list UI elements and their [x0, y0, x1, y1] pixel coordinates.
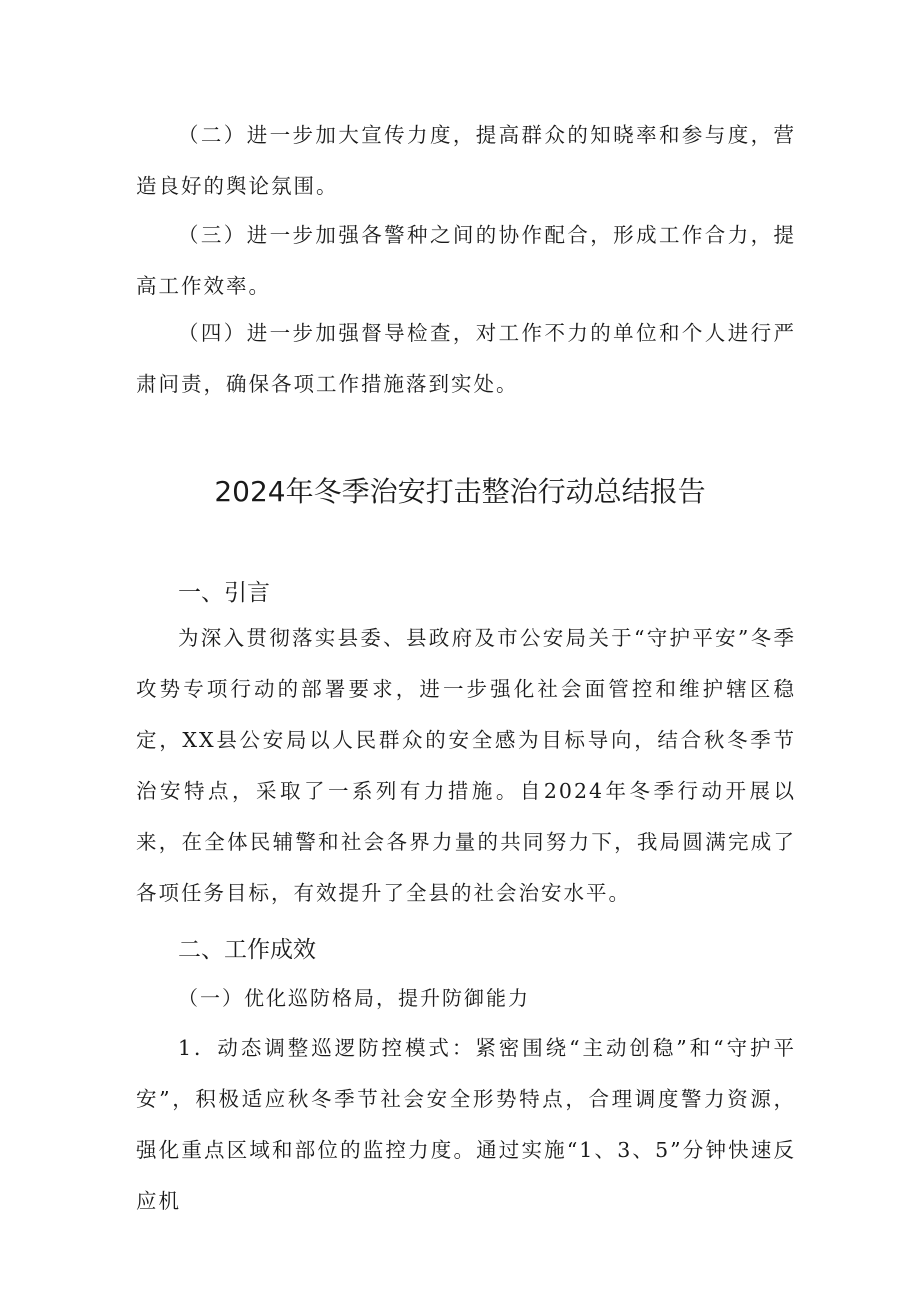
subsection-heading-patrol: （一）优化巡防格局，提升防御能力	[178, 986, 530, 1010]
paragraph-item-4: （四）进一步加强督导检查，对工作不力的单位和个人进行严肃问责，确保各项工作措施落到实处。	[136, 321, 796, 396]
section-heading-introduction: 一、引言	[178, 580, 270, 606]
report-title: 2024年冬季治安打击整治行动总结报告	[214, 475, 706, 508]
introduction-paragraph: 为深入贯彻落实县委、县政府及市公安局关于“守护平安”冬季攻势专项行动的部署要求，进一步强化社会面管控和维护辖区稳定，XX县公安局以人民群众的安全感为目标导向，结合秋冬季节治安特点，采取了一系列有力措施。自2024年冬季行动开展以来，在全体民辅警和社会各界力量的共同努力下，我局圆满完成了各项任务目标，有效提升了全县的社会治安水平。	[136, 626, 796, 905]
paragraph-item-2: （二）进一步加大宣传力度，提高群众的知晓率和参与度，营造良好的舆论氛围。	[136, 123, 796, 198]
section-heading-achievements: 二、工作成效	[178, 937, 316, 963]
paragraph-item-3: （三）进一步加强各警种之间的协作配合，形成工作合力，提高工作效率。	[136, 223, 796, 298]
achievement-item-1: 1．动态调整巡逻防控模式：紧密围绕“主动创稳”和“守护平安”，积极适应秋冬季节社会安全形势特点，合理调度警力资源，强化重点区域和部位的监控力度。通过实施“1、3、5”分钟快速反应机	[136, 1036, 796, 1213]
